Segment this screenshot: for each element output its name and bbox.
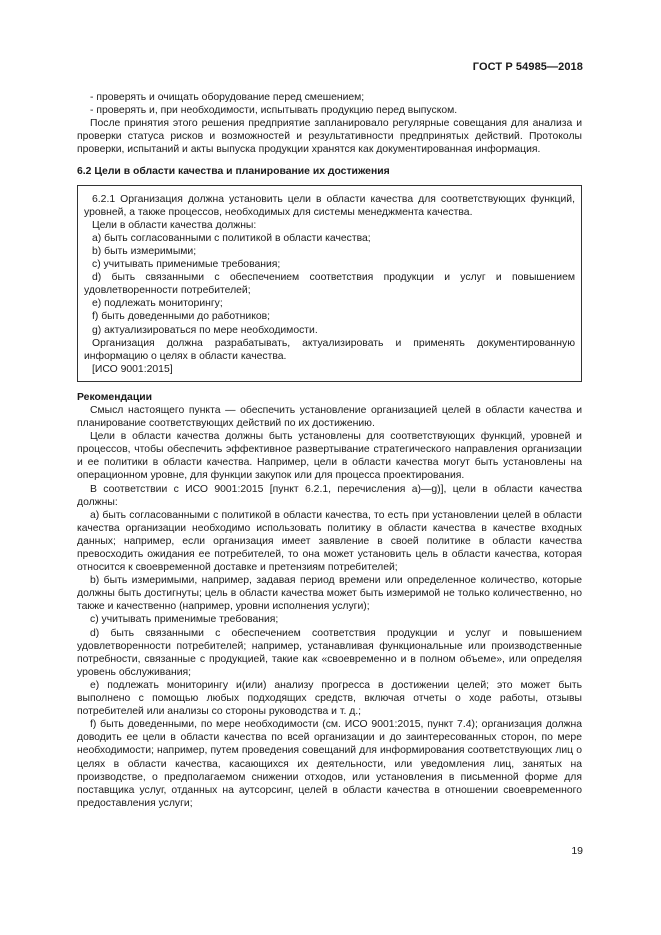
box-list-item: b) быть измеримыми; [92, 245, 197, 257]
recommendation-list-item: e) подлежать мониторингу и(или) анализу прогресса в достижении целей; это может быть выполнено с помощью любых подходящих средств, включая отчеты о ходе работы, отзывы потребителей или анализы со стороны руководства и т. д.; [77, 679, 582, 718]
box-paragraph: Цели в области качества должны: [92, 219, 257, 231]
section-heading: 6.2 Цели в области качества и планирование их достижения [77, 166, 390, 178]
box-list-item: a) быть согласованными с политикой в области качества; [92, 232, 371, 244]
recommendation-paragraph: Цели в области качества должны быть установлены для соответствующих функций, уровней и процессов, чтобы обеспечить эффективное развертывание стратегического направления организации и ее политики в области качества. Например, цели в области качества могут быть установлены на операционном уровне, для функции закупок или для процесса проектирования. [77, 431, 582, 482]
box-list-item: d) быть связанными с обеспечением соответствия продукции и услуг и повышением удовлетворенности потребителей; [84, 272, 575, 297]
box-paragraph: Организация должна разрабатывать, актуализировать и применять документированную информацию о целях в области качества. [84, 337, 575, 362]
recommendation-list-item: d) быть связанными с обеспечением соответствия продукции и услуг и повышением удовлетворенности потребителей; например, устанавливая функциональные или производственные потребности, связанные с продукцией, такие как «своевременно и в полном объеме», или определяя уровень обслуживания; [77, 627, 582, 678]
intro-paragraph: После принятия этого решения предприятие запланировало регулярные совещания для анализа и проверки статуса рисков и возможностей и результативности предпринятых действий. Протоколы проверки, испытаний и акты выпуска продукции хранятся как документированная информация. [77, 118, 582, 156]
page-number: 19 [571, 845, 583, 857]
recommendations-heading: Рекомендации [77, 391, 153, 403]
box-list-item: e) подлежать мониторингу; [92, 298, 223, 310]
recommendation-list-item: b) быть измеримыми, например, задавая период времени или определенное количество, которые должны быть достигнуты; цель в области качества может быть измеримой не только количественно, но также и качественно (например, уровни исполнения услуги); [77, 575, 582, 613]
box-list-item: c) учитывать применимые требования; [92, 259, 281, 271]
document-code: ГОСТ Р 54985—2018 [472, 61, 583, 73]
recommendation-list-item: c) учитывать применимые требования; [90, 614, 279, 626]
box-list-item: f) быть доведенными до работников; [92, 311, 271, 323]
box-paragraph: 6.2.1 Организация должна установить цели в области качества для соответствующих функций, уровней, а также процессов, необходимых для системы менеджмента качества. [84, 193, 575, 218]
box-list-item: g) актуализироваться по мере необходимости. [92, 324, 318, 336]
recommendation-paragraph: Смысл настоящего пункта — обеспечить установление организацией целей в области качества и планирование соответствующих действий по их достижению. [77, 404, 582, 430]
intro-bullet: - проверять и, при необходимости, испытывать продукцию перед выпуском. [90, 105, 458, 117]
box-reference: [ИСО 9001:2015] [92, 363, 173, 375]
recommendation-paragraph: В соответствии с ИСО 9001:2015 [пункт 6.2.1, перечисления a)—g)], цели в области качества должны: [77, 483, 582, 508]
recommendation-list-item: a) быть согласованными с политикой в области качества, то есть при установлении целей в области качества организации необходимо использовать политику в области качества в качестве входных данных; например, если организация имеет заявление в своей политике в области качества превосходить ожидания ее потребителей, то она может установить цель в области качества, которая относится к своевременной доставке и претензиям потребителей; [77, 509, 582, 574]
quoted-standard-box [77, 185, 582, 382]
recommendation-list-item: f) быть доведенными, по мере необходимости (см. ИСО 9001:2015, пункт 7.4); организация должна доводить ее цели в области качества по всей организации и до заинтересованных сторон, по мере необходимости; например, путем проведения совещаний для информирования соответствующих лиц о целях в области качества, касающихся их деятельности, или уведомления лиц, занятых на производстве, о предполагаемом снижении отходов, или установления в письменной форме для поставщика услуг, отданных на аутсорсинг, целей в области качества в отношении своевременного предоставления услуги; [77, 719, 582, 809]
page-content [77, 91, 582, 810]
intro-bullet: - проверять и очищать оборудование перед смешением; [90, 92, 365, 103]
